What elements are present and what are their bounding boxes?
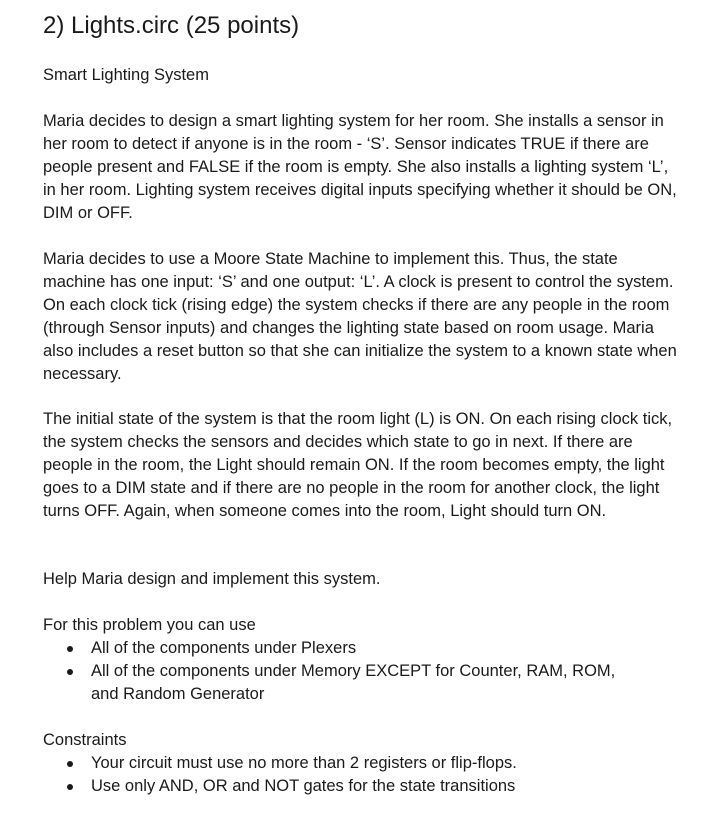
list-item-text: All of the components under Plexers xyxy=(91,639,357,657)
list-item xyxy=(43,637,683,660)
paragraph-initial-state: The initial state of the system is that the room light (L) is ON. On each rising clock tick, the system checks the sensors and decides which state to go in next. If there are people in the room, the Light should remain ON. If the room becomes empty, the light goes to a DIM state and if there are no people in the room for another clock, the light turns OFF. Again, when someone comes into the room, Light should turn ON. xyxy=(43,410,673,520)
constraints-heading: Constraints xyxy=(43,731,127,749)
problem-title: 2) Lights.circ (25 points) xyxy=(43,12,300,39)
bullet-icon xyxy=(67,761,73,767)
allowed-components-section xyxy=(43,614,683,706)
constraints-section xyxy=(43,729,683,798)
allowed-list xyxy=(43,637,683,706)
constraints-list xyxy=(43,752,683,798)
bullet-icon xyxy=(67,784,73,790)
list-item xyxy=(43,775,683,798)
list-item-text: All of the components under Memory EXCEPT for Counter, RAM, ROM, and Random Generator xyxy=(91,662,616,703)
paragraph-help: Help Maria design and implement this system. xyxy=(43,570,381,588)
paragraph-moore-machine: Maria decides to use a Moore State Machine to implement this. Thus, the state machine has one input: ‘S’ and one output: ‘L’. A clock is present to control the system. On each clock tick (rising edge) the system checks if there are any people in the room (through Sensor inputs) and changes the lighting state based on room usage. Maria also includes a reset button so that she can initialize the system to a known state when necessary. xyxy=(43,250,677,383)
problem-subtitle: Smart Lighting System xyxy=(43,66,209,84)
paragraph-intro: Maria decides to design a smart lighting system for her room. She installs a sensor in her room to detect if anyone is in the room - ‘S’. Sensor indicates TRUE if there are people present and FALSE if the room is empty. She also installs a lighting system ‘L’, in her room. Lighting system receives digital inputs specifying whether it should be ON, DIM or OFF. xyxy=(43,112,677,222)
list-item-text: Your circuit must use no more than 2 registers or flip-flops. xyxy=(91,754,517,772)
bullet-icon xyxy=(67,669,73,675)
bullet-icon xyxy=(67,646,73,652)
allowed-heading: For this problem you can use xyxy=(43,616,256,634)
list-item xyxy=(43,660,683,706)
list-item-text: Use only AND, OR and NOT gates for the state transitions xyxy=(91,777,516,795)
list-item xyxy=(43,752,683,775)
